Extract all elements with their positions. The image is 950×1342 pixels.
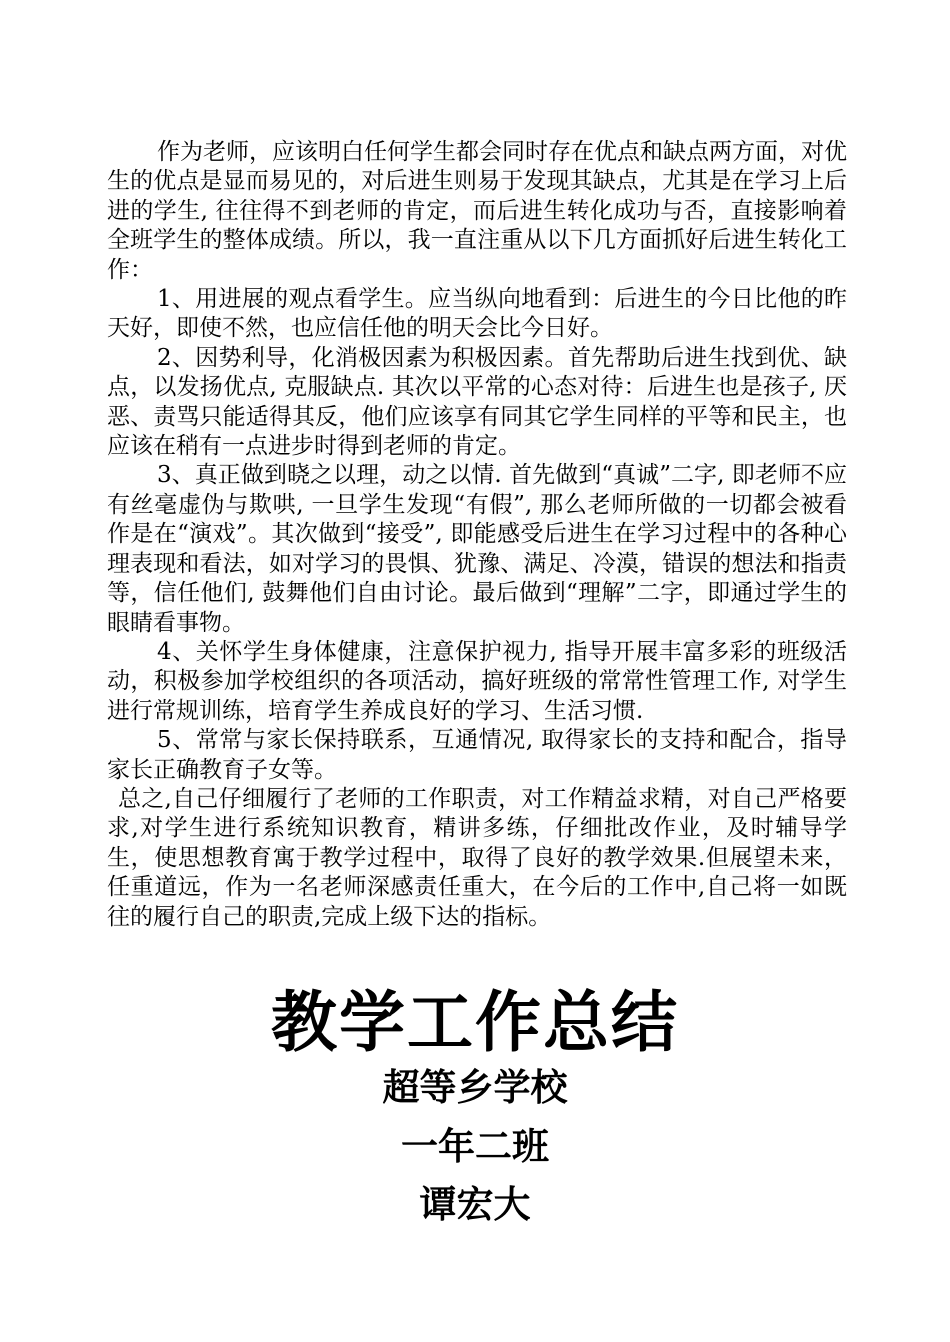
summary-paragraph: 总之,自己仔细履行了老师的工作职责，对工作精益求精，对自己严格要求,对学生进行系统知识教育，精讲多练，仔细批改作业，及时辅导学生，使思想教育寓于教学过程中，取得了良好的教学效果.但展望未来，任重道远，作为一名老师深感责任重大，在今后的工作中,自己将一如既往的履行自己的职责,完成上级下达的指标。 [107, 785, 847, 930]
author-name: 谭宏大 [419, 1182, 531, 1226]
point-4-paragraph: 4、关怀学生身体健康，注意保护视力, 指导开展丰富多彩的班级活动，积极参加学校组织的各项活动，搞好班级的常常性管理工作, 对学生进行常规训练，培育学生养成良好的学习、生活习惯. [107, 638, 847, 724]
point-2-paragraph: 2、因势利导，化消极因素为积极因素。首先帮助后进生找到优、缺点，以发扬优点, 克服缺点. 其次以平常的心态对待：后进生也是孩子, 厌恶、责骂只能适得其反，他们应该享有同其它学生同样的平等和民主，也应该在稍有一点进步时得到老师的肯定。 [107, 344, 847, 460]
document-title: 教学工作总结 [271, 983, 679, 1061]
point-1-paragraph: 1、用进展的观点看学生。应当纵向地看到：后进生的今日比他的昨天好，即使不然，也应信任他的明天会比今日好。 [107, 286, 847, 342]
intro-paragraph: 作为老师，应该明白任何学生都会同时存在优点和缺点两方面，对优生的优点是显而易见的，对后进生则易于发现其缺点，尤其是在学习上后进的学生, 往往得不到老师的肯定，而后进生转化成功与否，直接影响着全班学生的整体成绩。所以，我一直注重从以下几方面抓好后进生转化工作： [107, 139, 847, 283]
class-name: 一年二班 [401, 1124, 549, 1168]
document-body [107, 138, 847, 932]
school-name: 超等乡学校 [382, 1065, 568, 1109]
point-3-paragraph: 3、真正做到晓之以理，动之以情. 首先做到“真诚”二字, 即老师不应有丝毫虚伪与欺哄, 一旦学生发现“有假”, 那么老师所做的一切都会被看作是在“演戏”。其次做到“接受”, 即能感受后进生在学习过程中的各种心理表现和看法，如对学习的畏惧、犹豫、满足、冷漠，错误的想法和指责等，信任他们, 鼓舞他们自由讨论。最后做到“理解”二字，即通过学生的眼睛看事物。 [107, 462, 847, 636]
point-5-paragraph: 5、常常与家长保持联系，互通情况, 取得家长的支持和配合，指导家长正确教育子女等。 [107, 727, 847, 783]
